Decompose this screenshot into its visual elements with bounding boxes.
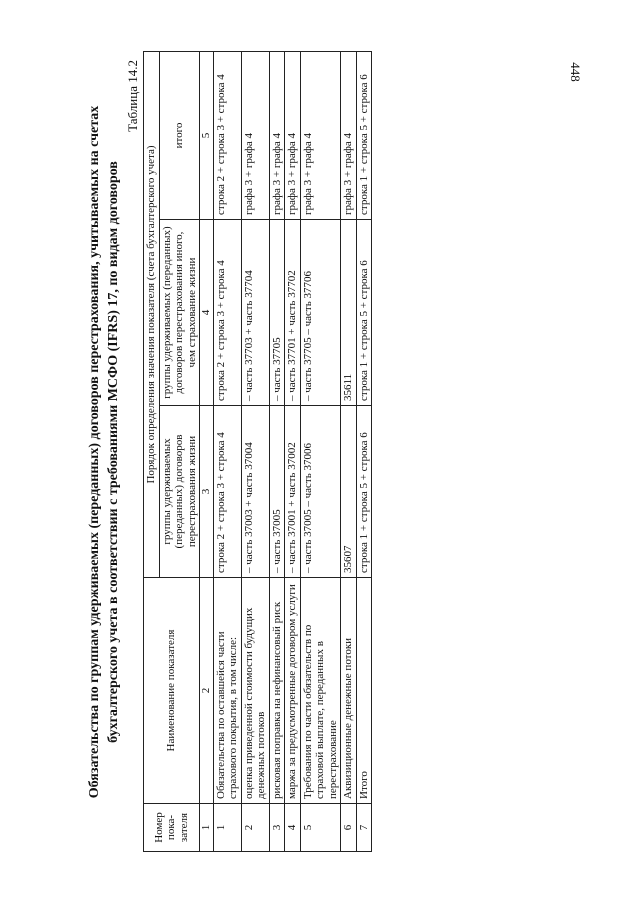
rotated-page-content	[85, 52, 555, 852]
row-total: строка 1 + строка 5 + строка 6	[356, 51, 372, 219]
header-non-life: группы удерживаемых (переданных) договоров перестрахования иного, чем страхование жизни	[159, 220, 200, 406]
row-name: Обязательства по оставшейся части страхового покрытия, в том числе:	[213, 578, 241, 804]
table-caption: Таблица 14.2	[125, 60, 140, 132]
column-number-row	[200, 51, 214, 851]
row-life: – часть 37001 + часть 37002	[285, 406, 301, 578]
page-number: 448	[567, 62, 583, 82]
row-total: строка 2 + строка 3 + строка 4	[213, 51, 241, 219]
row-non-life: – часть 37705 – часть 37706	[300, 220, 341, 406]
column-number: 2	[200, 578, 214, 804]
row-life: строка 1 + строка 5 + строка 6	[356, 406, 372, 578]
row-non-life: строка 2 + строка 3 + строка 4	[213, 220, 241, 406]
row-total: графа 3 + графа 4	[241, 51, 269, 219]
row-life: – часть 37005	[269, 406, 285, 578]
column-number: 5	[200, 51, 214, 219]
row-non-life: 35611	[341, 220, 357, 406]
row-name: маржа за предусмотренные договором услуги	[285, 578, 301, 804]
table-row	[356, 51, 372, 851]
row-name: Требования по части обязательств по страховой выплате, переданных в перестрахование	[300, 578, 341, 804]
row-life: строка 2 + строка 3 + строка 4	[213, 406, 241, 578]
row-non-life: – часть 37701 + часть 37702	[285, 220, 301, 406]
table-row	[213, 51, 241, 851]
title-line-1: Обязательства по группам удерживаемых (переданных) договоров перестрахования, учитываемых на счетах	[87, 105, 102, 799]
row-name: оценка приведенной стоимости будущих денежных потоков	[241, 578, 269, 804]
row-number: 5	[300, 804, 341, 852]
header-name: Наименование показателя	[144, 578, 200, 804]
row-number: 2	[241, 804, 269, 852]
table-row	[241, 51, 269, 851]
title-line-2: бухгалтерского учета в соответствии с требованиями МСФО (IFRS) 17, по видам договоров	[106, 161, 121, 743]
header-total: итого	[159, 51, 200, 219]
row-life: – часть 37005 – часть 37006	[300, 406, 341, 578]
document-title	[85, 52, 123, 852]
table-row	[300, 51, 341, 851]
row-name: Итого	[356, 578, 372, 804]
row-number: 3	[269, 804, 285, 852]
header-life: группы удерживаемых (переданных) договоров перестрахования жизни	[159, 406, 200, 578]
row-life: 35607	[341, 406, 357, 578]
row-non-life: – часть 37705	[269, 220, 285, 406]
header-number: Номер пока-зателя	[144, 804, 200, 852]
table-row	[285, 51, 301, 851]
row-number: 4	[285, 804, 301, 852]
row-number: 1	[213, 804, 241, 852]
row-total: графа 3 + графа 4	[300, 51, 341, 219]
row-name: Аквизиционные денежные потоки	[341, 578, 357, 804]
row-total: графа 3 + графа 4	[285, 51, 301, 219]
column-number: 3	[200, 406, 214, 578]
row-non-life: строка 1 + строка 5 + строка 6	[356, 220, 372, 406]
row-total: графа 3 + графа 4	[269, 51, 285, 219]
row-name: рисковая поправка на нефинансовый риск	[269, 578, 285, 804]
column-number: 1	[200, 804, 214, 852]
row-total: графа 3 + графа 4	[341, 51, 357, 219]
row-life: – часть 37003 + часть 37004	[241, 406, 269, 578]
row-non-life: – часть 37703 + часть 37704	[241, 220, 269, 406]
row-number: 6	[341, 804, 357, 852]
header-group: Порядок определения значения показателя (счета бухгалтерского учета)	[144, 51, 160, 577]
table-row	[269, 51, 285, 851]
data-table	[143, 51, 372, 852]
row-number: 7	[356, 804, 372, 852]
column-number: 4	[200, 220, 214, 406]
table-row	[341, 51, 357, 851]
